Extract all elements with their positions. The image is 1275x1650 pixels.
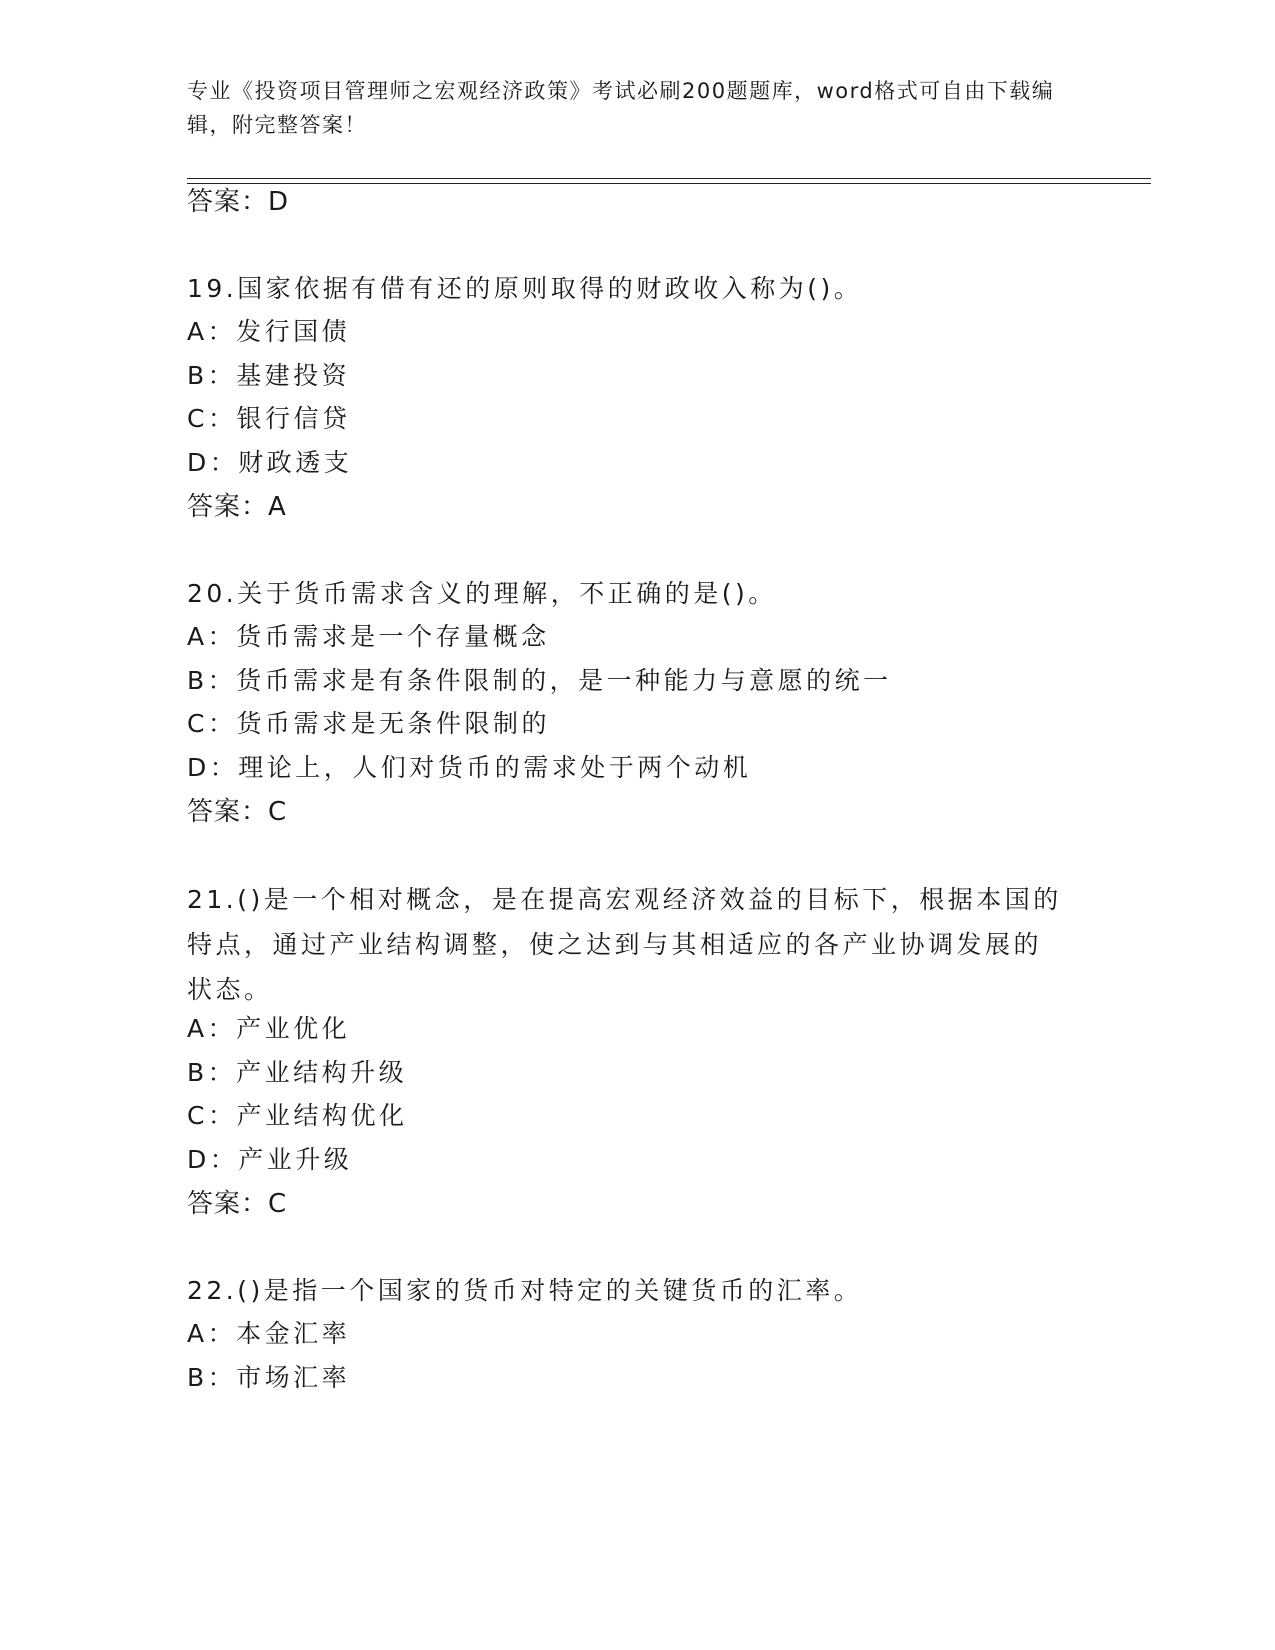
question-20-text: 20.关于货币需求含义的理解，不正确的是()。	[187, 579, 777, 608]
question-21-option-c: C：产业结构优化	[187, 1101, 408, 1130]
question-21-option-d: D：产业升级	[187, 1145, 353, 1174]
document-intro: 专业《投资项目管理师之宏观经济政策》考试必刷200题题库，word格式可自由下载编辑，附完整答案！	[187, 79, 1055, 137]
question-19-text: 19.国家依据有借有还的原则取得的财政收入称为()。	[187, 274, 863, 303]
question-19-option-c: C：银行信贷	[187, 404, 351, 433]
answer-19: 答案：A	[187, 492, 287, 522]
answer-18: 答案：D	[187, 187, 290, 217]
question-20-option-d: D：理论上，人们对货币的需求处于两个动机	[187, 753, 752, 782]
question-20-option-c: C：货币需求是无条件限制的	[187, 709, 550, 738]
question-19-option-b: B：基建投资	[187, 361, 351, 390]
question-21-option-b: B：产业结构升级	[187, 1058, 408, 1087]
question-19-option-a: A：发行国债	[187, 317, 351, 346]
question-22-option-b: B：市场汇率	[187, 1363, 351, 1392]
question-20-option-a: A：货币需求是一个存量概念	[187, 622, 550, 651]
question-19-option-d: D：财政透支	[187, 448, 353, 477]
header-divider-bottom	[187, 183, 1151, 184]
header-divider-top	[187, 178, 1151, 179]
question-22-text: 22.()是指一个国家的货币对特定的关键货币的汇率。	[187, 1276, 863, 1305]
answer-21: 答案：C	[187, 1189, 288, 1219]
question-20-option-b: B：货币需求是有条件限制的，是一种能力与意愿的统一	[187, 666, 892, 695]
question-21-text: 21.()是一个相对概念，是在提高宏观经济效益的目标下，根据本国的特点，通过产业结构调整，使之达到与其相适应的各产业协调发展的状态。	[187, 885, 1062, 1004]
question-22-option-a: A：本金汇率	[187, 1319, 351, 1348]
question-21-option-a: A：产业优化	[187, 1014, 351, 1043]
answer-20: 答案：C	[187, 797, 288, 827]
